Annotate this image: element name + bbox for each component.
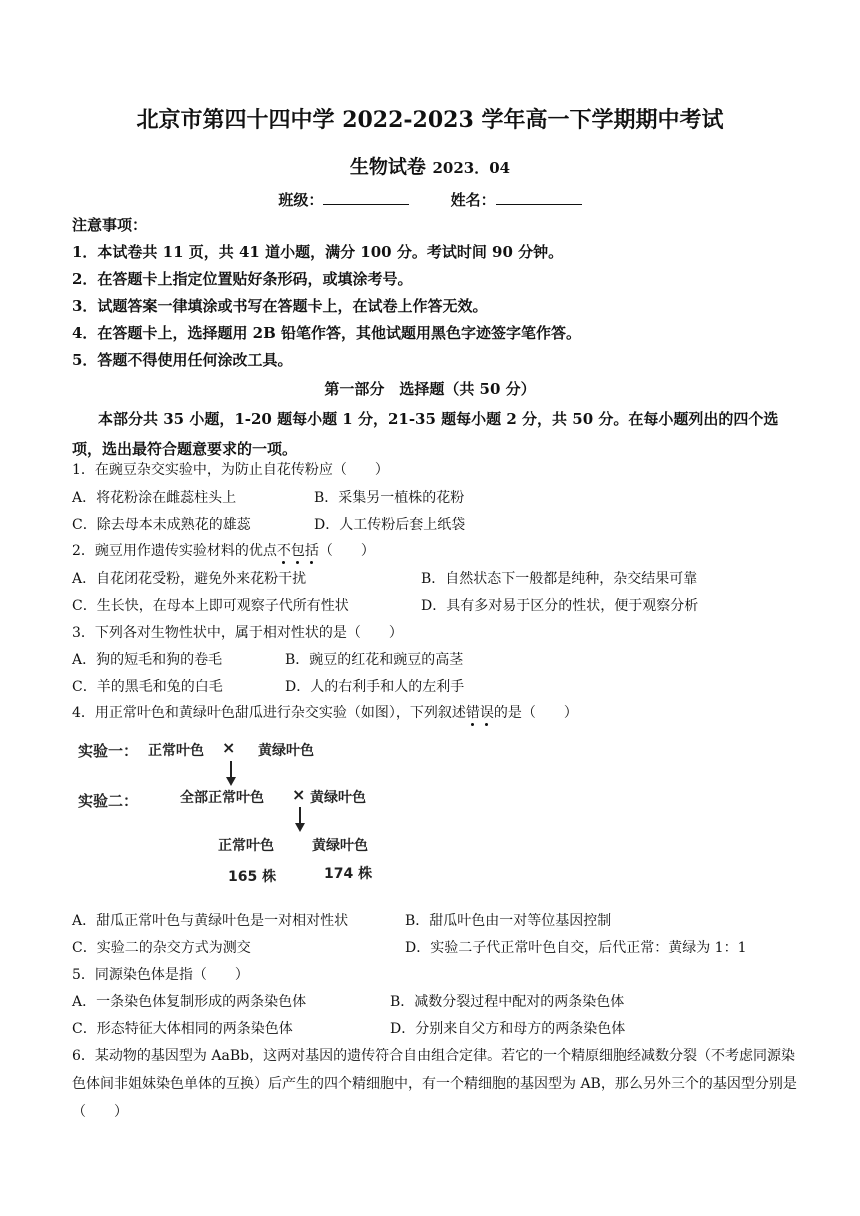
question-5-stem: 5．同源染色体是指（ ） — [72, 967, 249, 983]
experiment-2-parent-normal: 全部正常叶色 — [180, 790, 264, 806]
question-3-stem: 3．下列各对生物性状中，属于相对性状的是（ ） — [72, 625, 403, 641]
experiment-1-label: 实验一： — [78, 742, 139, 760]
note-item: 1．本试卷共 11 页，共 41 道小题，满分 100 分。考试时间 90 分钟。 — [72, 243, 564, 261]
note-item: 5．答题不得使用任何涂改工具。 — [72, 351, 293, 369]
emphasis-char: 误 — [479, 705, 494, 721]
question-1-option-d: D．人工传粉后套上纸袋 — [314, 517, 466, 533]
question-5-option-c: C．形态特征大体相同的两条染色体 — [72, 1021, 293, 1037]
question-3-option-c: C．羊的黑毛和兔的白毛 — [72, 679, 223, 695]
question-3-option-d: D．人的右利手和人的左利手 — [285, 679, 465, 695]
emphasis-char: 包 — [290, 543, 305, 559]
class-label: 班级： — [278, 191, 324, 209]
question-2-option-b: B．自然状态下一般都是纯种，杂交结果可靠 — [421, 571, 698, 587]
name-blank — [496, 190, 582, 205]
note-item: 3．试题答案一律填涂或书写在答题卡上，在试卷上作答无效。 — [72, 297, 488, 315]
question-4-option-d: D．实验二子代正常叶色自交，后代正常：黄绿为 1：1 — [405, 940, 747, 956]
experiment-2-label: 实验二： — [78, 792, 139, 810]
cross-symbol: × — [222, 738, 236, 757]
offspring-normal: 正常叶色 — [218, 838, 274, 854]
student-info-line — [0, 189, 860, 210]
emphasis-char: 不 — [276, 543, 291, 559]
cross-symbol: × — [292, 785, 306, 804]
question-2-option-a: A．自花闭花受粉，避免外来花粉干扰 — [72, 571, 307, 587]
question-4-stem: 4．用正常叶色和黄绿叶色甜瓜进行杂交实验（如图），下列叙述错误的是（ ） — [72, 705, 578, 721]
exam-title: 北京市第四十四中学 2022-2023 学年高一下学期期中考试 — [136, 107, 724, 133]
section-instructions: 本部分共 35 小题，1-20 题每小题 1 分，21-35 题每小题 2 分，共 50 分。在每小题列出的四个选项，选出最符合题意要求的一项。 — [72, 410, 779, 458]
question-2-option-d: D．具有多对易于区分的性状，便于观察分析 — [421, 598, 699, 614]
question-2-stem: 2．豌豆用作遗传实验材料的优点不包括（ ） — [72, 543, 375, 559]
question-5-option-d: D．分别来自父方和母方的两条染色体 — [390, 1021, 626, 1037]
question-6-stem: 6．某动物的基因型为 AaBb，这两对基因的遗传符合自由组合定律。若它的一个精原细胞经减数分裂（不考虑同源染色体间非姐妹染色单体的互换）后产生的四个精细胞中，有一个精细胞的基因型为 AB，那么另外三个的基因型分别是（ ） — [72, 1048, 797, 1120]
question-4-option-b: B．甜瓜叶色由一对等位基因控制 — [405, 913, 612, 929]
question-4-option-c: C．实验二的杂交方式为测交 — [72, 940, 251, 956]
note-item: 4．在答题卡上，选择题用 2B 铅笔作答，其他试题用黑色字迹签字笔作答。 — [72, 324, 581, 342]
exam-subtitle — [0, 152, 860, 179]
notes-heading: 注意事项： — [72, 216, 148, 234]
offspring-yellow-count: 174 株 — [324, 866, 373, 882]
question-1-stem: 1．在豌豆杂交实验中，为防止自花传粉应（ ） — [72, 462, 389, 478]
emphasis-char: 括 — [304, 543, 319, 559]
question-3-option-a: A．狗的短毛和狗的卷毛 — [72, 652, 223, 668]
question-1-option-c: C．除去母本未成熟花的雄蕊 — [72, 517, 251, 533]
question-5-option-a: A．一条染色体复制形成的两条染色体 — [72, 994, 307, 1010]
cross-diagram — [72, 735, 392, 895]
emphasis-char: 错 — [465, 705, 480, 721]
experiment-1-parent-normal: 正常叶色 — [148, 743, 204, 759]
subject-label: 生物试卷 — [349, 156, 426, 178]
class-blank — [323, 190, 409, 205]
question-3-option-b: B．豌豆的红花和豌豆的高茎 — [285, 652, 464, 668]
offspring-yellow: 黄绿叶色 — [312, 838, 368, 854]
question-1-option-b: B．采集另一植株的花粉 — [314, 490, 465, 506]
down-arrow-icon — [224, 761, 238, 787]
offspring-normal-count: 165 株 — [228, 869, 277, 885]
exam-date: 2023．04 — [432, 159, 511, 177]
question-1-option-a: A．将花粉涂在雌蕊柱头上 — [72, 490, 237, 506]
question-5-option-b: B．减数分裂过程中配对的两条染色体 — [390, 994, 625, 1010]
experiment-1-parent-yellow: 黄绿叶色 — [258, 743, 314, 759]
down-arrow-icon — [293, 807, 307, 833]
section-title: 第一部分 选择题（共 50 分） — [324, 380, 536, 398]
question-2-option-c: C．生长快，在母本上即可观察子代所有性状 — [72, 598, 349, 614]
question-4-option-a: A．甜瓜正常叶色与黄绿叶色是一对相对性状 — [72, 913, 349, 929]
name-label: 姓名： — [450, 191, 496, 209]
note-item: 2．在答题卡上指定位置贴好条形码，或填涂考号。 — [72, 270, 413, 288]
experiment-2-parent-yellow: 黄绿叶色 — [310, 790, 366, 806]
